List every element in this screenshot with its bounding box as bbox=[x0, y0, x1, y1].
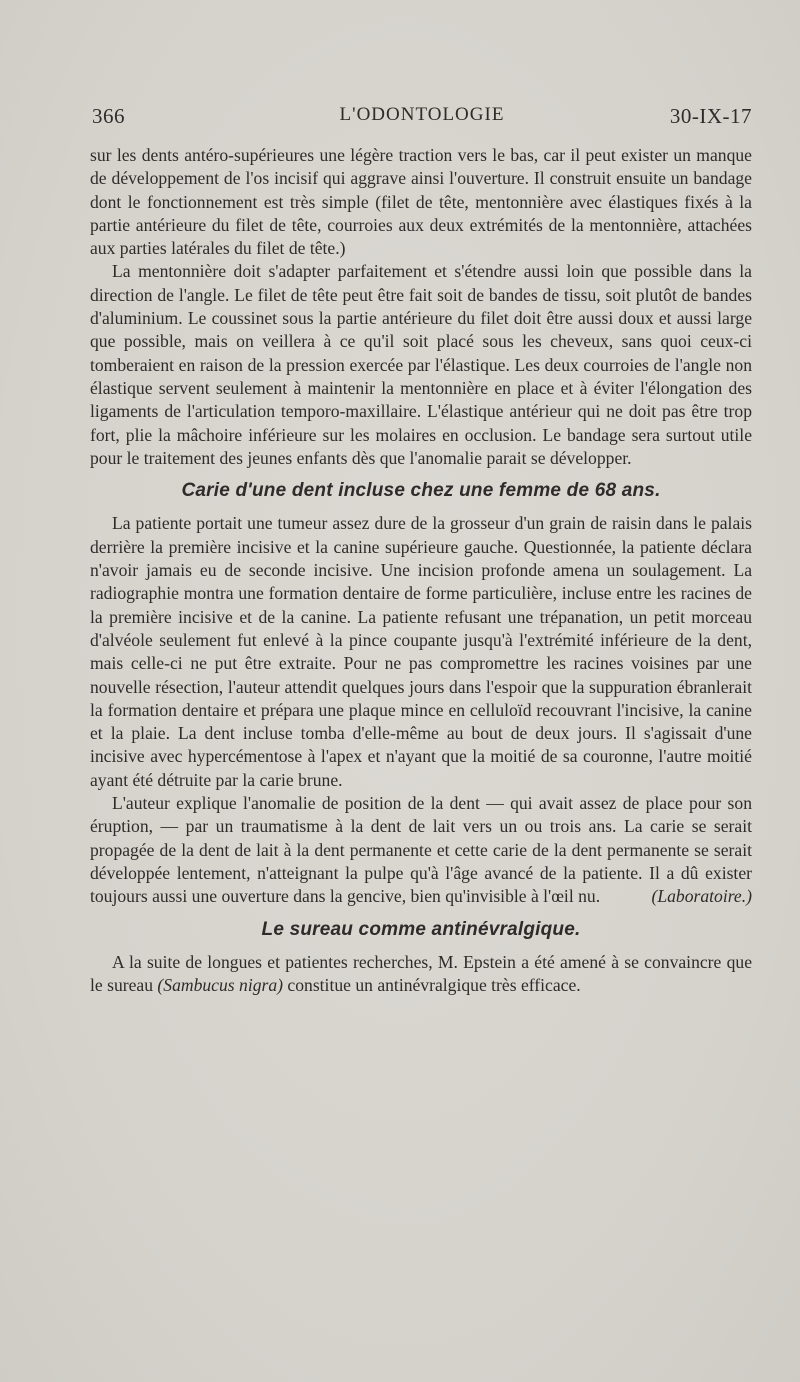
section-heading-sureau: Le sureau comme antinévralgique. bbox=[261, 918, 581, 940]
article-body bbox=[90, 144, 752, 997]
paragraph-text: L'auteur explique l'anomalie de position de la dent — qui avait assez de place pour son éruption, — par un traumatisme à la dent de lait vers un ou trois ans. La carie se serait propagée de la dent de lait à la dent permanente et cette carie de la dent permanente se serait développée lentement, n'atteignant la pulpe qu'à l'âge avancé de la patiente. Il a dû exister toujours aussi une ouverture dans la gencive, bien qu'invisible à l'œil nu. bbox=[90, 793, 752, 907]
issue-date: 30-IX-17 bbox=[669, 104, 752, 128]
paragraph-text: A la suite de longues et patientes recherches, M. Epstein a été amené à se convaincre que le sureau bbox=[90, 951, 752, 996]
latin-name: (Sambucus nigra) bbox=[157, 975, 284, 996]
running-header bbox=[92, 104, 752, 134]
source-citation: (Laboratoire.) bbox=[651, 886, 752, 907]
body-paragraph bbox=[90, 951, 752, 998]
body-paragraph: La patiente portait une tumeur assez dure de la grosseur d'un grain de raisin dans le palais derrière la première incisive et la canine supérieure gauche. Questionnée, la patiente déclara n'avoir jamais eu de seconde incisive. Une incision profonde amena un soulagement. La radiographie montra une formation dentaire de forme particulière, incluse entre les racines de la première incisive et de la canine. La patiente refusant une trépanation, un petit morceau d'alvéole seulement fut enlevé à la pince coupante jusqu'à l'extrémité inférieure de la dent, mais celle-ci ne put être extraite. Pour ne pas compromettre les racines voisines par une nouvelle résection, l'auteur attendit quelques jours dans l'espoir que la suppuration ébranlerait la formation dentaire et prépara une plaque mince en celluloïd recouvrant l'incisive, la canine et la plaie. La dent incluse tomba d'elle-même au bout de deux jours. Il s'agissait d'une incisive avec hypercémentose à l'apex et n'ayant que la moitié de sa couronne, l'autre moitié ayant été détruite par la carie brune. bbox=[90, 513, 752, 790]
body-paragraph bbox=[90, 792, 752, 908]
page-number: 366 bbox=[92, 104, 125, 128]
body-paragraph: La mentonnière doit s'adapter parfaitement et s'étendre aussi loin que possible dans la direction de l'angle. Le filet de tête peut être fait soit de bandes de tissu, soit plutôt de bandes d'aluminium. Le coussinet sous la partie antérieure du filet doit être aussi doux et aussi large que possible, mais on veillera à ce qu'il soit placé sous les cheveux, sans quoi ceux-ci tomberaient en raison de la pression exercée par l'élastique. Les deux courroies de l'angle non élastique servent seulement à maintenir la mentonnière en place et à éviter l'élongation des ligaments de l'articulation temporo-maxillaire. L'élastique antérieur qui ne doit pas être trop fort, plie la mâchoire inférieure sur les molaires en occlusion. Le bandage sera surtout utile pour le traitement des jeunes enfants dès que l'anomalie parait se développer. bbox=[90, 261, 752, 468]
paragraph-text: constitue un antinévralgique très efficace. bbox=[283, 975, 581, 996]
journal-title: L'ODONTOLOGIE bbox=[339, 104, 505, 125]
intro-paragraph: sur les dents antéro-supérieures une légère traction vers le bas, car il peut exister un manque de développement de l'os incisif qui aggrave ainsi l'ouverture. Il construit ensuite un bandage dont le fonctionnement est très simple (filet de tête, mentonnière avec élastiques fixés à la partie antérieure du filet de tête, courroies aux deux extrémités de la mentonnière, attachées aux parties latérales du filet de tête.) bbox=[90, 145, 752, 259]
section-heading-carie: Carie d'une dent incluse chez une femme de 68 ans. bbox=[181, 480, 661, 502]
